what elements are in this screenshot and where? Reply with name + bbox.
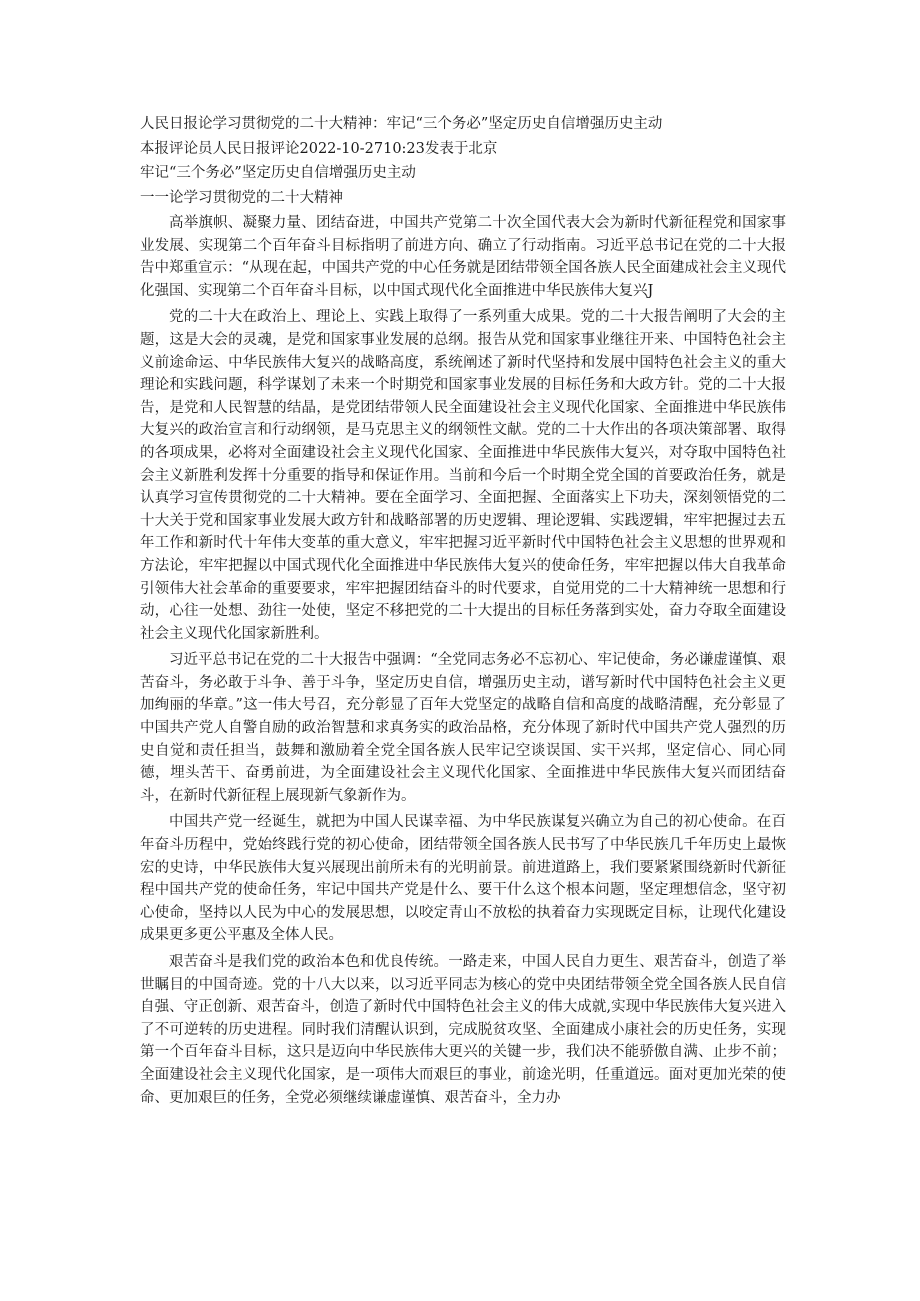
- series-label: 一一论学习贯彻党的二十大精神: [140, 189, 343, 206]
- article: [140, 112, 786, 1109]
- article-title: 人民日报论学习贯彻党的二十大精神：牢记“三个务必”坚定历史自信增强历史主动: [140, 116, 663, 132]
- paragraph-2: 党的二十大在政治上、理论上、实践上取得了一系列重大成果。党的二十大报告阐明了大会的主题，这是大会的灵魂，是党和国家事业发展的总纲。报告从党和国家事业继往开来、中国特色社会主义前途命运、中华民族伟大复兴的战略高度，系统阐述了新时代坚持和发展中国特色社会主义的重大理论和实践问题，科学谋划了未来一个时期党和国家事业发展的目标任务和大政方针。党的二十大报告，是党和人民智慧的结晶，是党团结带领人民全面建设社会主义现代化国家、全面推进中华民族伟大复兴的政治宣言和行动纲领，是马克思主义的纲领性文献。党的二十大作出的各项决策部署、取得的各项成果，必将对全面建设社会主义现代化国家、全面推进中华民族伟大复兴，对夺取中国特色社会主义新胜利发挥十分重要的指导和保证作用。当前和今后一个时期全党全国的首要政治任务，就是认真学习宣传贯彻党的二十大精神。要在全面学习、全面把握、全面落实上下功夫，深刻领悟党的二十大关于党和国家事业发展大政方针和战略部署的历史逻辑、理论逻辑、实践逻辑，牢牢把握过去五年工作和新时代十年伟大变革的重大意义，牢牢把握习近平新时代中国特色社会主义思想的世界观和方法论，牢牢把握以中国式现代化全面推进中华民族伟大复兴的使命任务，牢牢把握以伟大自我革命引领伟大社会革命的重要要求，牢牢把握团结奋斗的时代要求，自觉用党的二十大精神统一思想和行动，心往一处想、劲往一处使，坚定不移把党的二十大提出的目标任务落到实处，奋力夺取全面建设社会主义现代化国家新胜利。: [140, 309, 786, 642]
- paragraph-1: 高举旗帜、凝聚力量、团结奋进，中国共产党第二十次全国代表大会为新时代新征程党和国家事业发展、实现第二个百年奋斗目标指明了前进方向、确立了行动指南。习近平总书记在党的二十大报告中郑重宣示：“从现在起，中国共产党的中心任务就是团结带领全国各族人民全面建成社会主义现代化强国、实现第二个百年奋斗目标，以中国式现代化全面推进中华民族伟大复兴J: [140, 215, 786, 299]
- paragraph-4: 中国共产党一经诞生，就把为中国人民谋幸福、为中华民族谋复兴确立为自己的初心使命。在百年奋斗历程中，党始终践行党的初心使命，团结带领全国各族人民书写了中华民族几千年历史上最恢宏的史诗，中华民族伟大复兴展现出前所未有的光明前景。前进道路上，我们要紧紧围绕新时代新征程中国共产党的使命任务，牢记中国共产党是什么、要干什么这个根本问题，坚定理想信念，坚守初心使命，坚持以人民为中心的发展思想，以咬定青山不放松的执着奋力实现既定目标，让现代化建设成果更多更公平惠及全体人民。: [140, 814, 786, 944]
- byline: 本报评论员人民日报评论2022-10-2710:23发表于北京: [140, 140, 498, 157]
- paragraph-5: 艰苦奋斗是我们党的政治本色和优良传统。一路走来，中国人民自力更生、艰苦奋斗，创造了举世瞩目的中国奇迹。党的十八大以来，以习近平同志为核心的党中央团结带领全党全国各族人民自信自强、守正创新、艰苦奋斗，创造了新时代中国特色社会主义的伟大成就,实现中华民族伟大复兴进入了不可逆转的历史进程。同时我们清醒认识到，完成脱贫攻坚、全面建成小康社会的历史任务，实现第一个百年奋斗目标，这只是迈向中华民族伟大更兴的关键一步，我们决不能骄傲自满、止步不前；全面建设社会主义现代化国家，是一项伟大而艰巨的事业，前途光明，任重道远。面对更加光荣的使命、更加艰巨的任务，全党必须继续谦虚谨慎、艰苦奋斗，全力办: [140, 954, 786, 1106]
- subtitle: 牢记“三个务必”坚定历史自信增强历史主动: [140, 165, 416, 181]
- paragraph-3: 习近平总书记在党的二十大报告中强调：“全党同志务必不忘初心、牢记使命，务必谦虚谨慎、艰苦奋斗，务必敢于斗争、善于斗争，坚定历史自信，增强历史主动，谱写新时代中国特色社会主义更加绚丽的华章。”这一伟大号召，充分彰显了百年大党坚定的战略自信和高度的战略清醒，充分彰显了中国共产党人自警自励的政治智慧和求真务实的政治品格，充分体现了新时代中国共产党人强烈的历史自觉和责任担当，鼓舞和激励着全党全国各族人民牢记空谈误国、实干兴邦，坚定信心、同心同德，埋头苦干、奋勇前进，为全面建设社会主义现代化国家、全面推进中华民族伟大复兴而团结奋斗，在新时代新征程上展现新气象新作为。: [140, 652, 786, 804]
